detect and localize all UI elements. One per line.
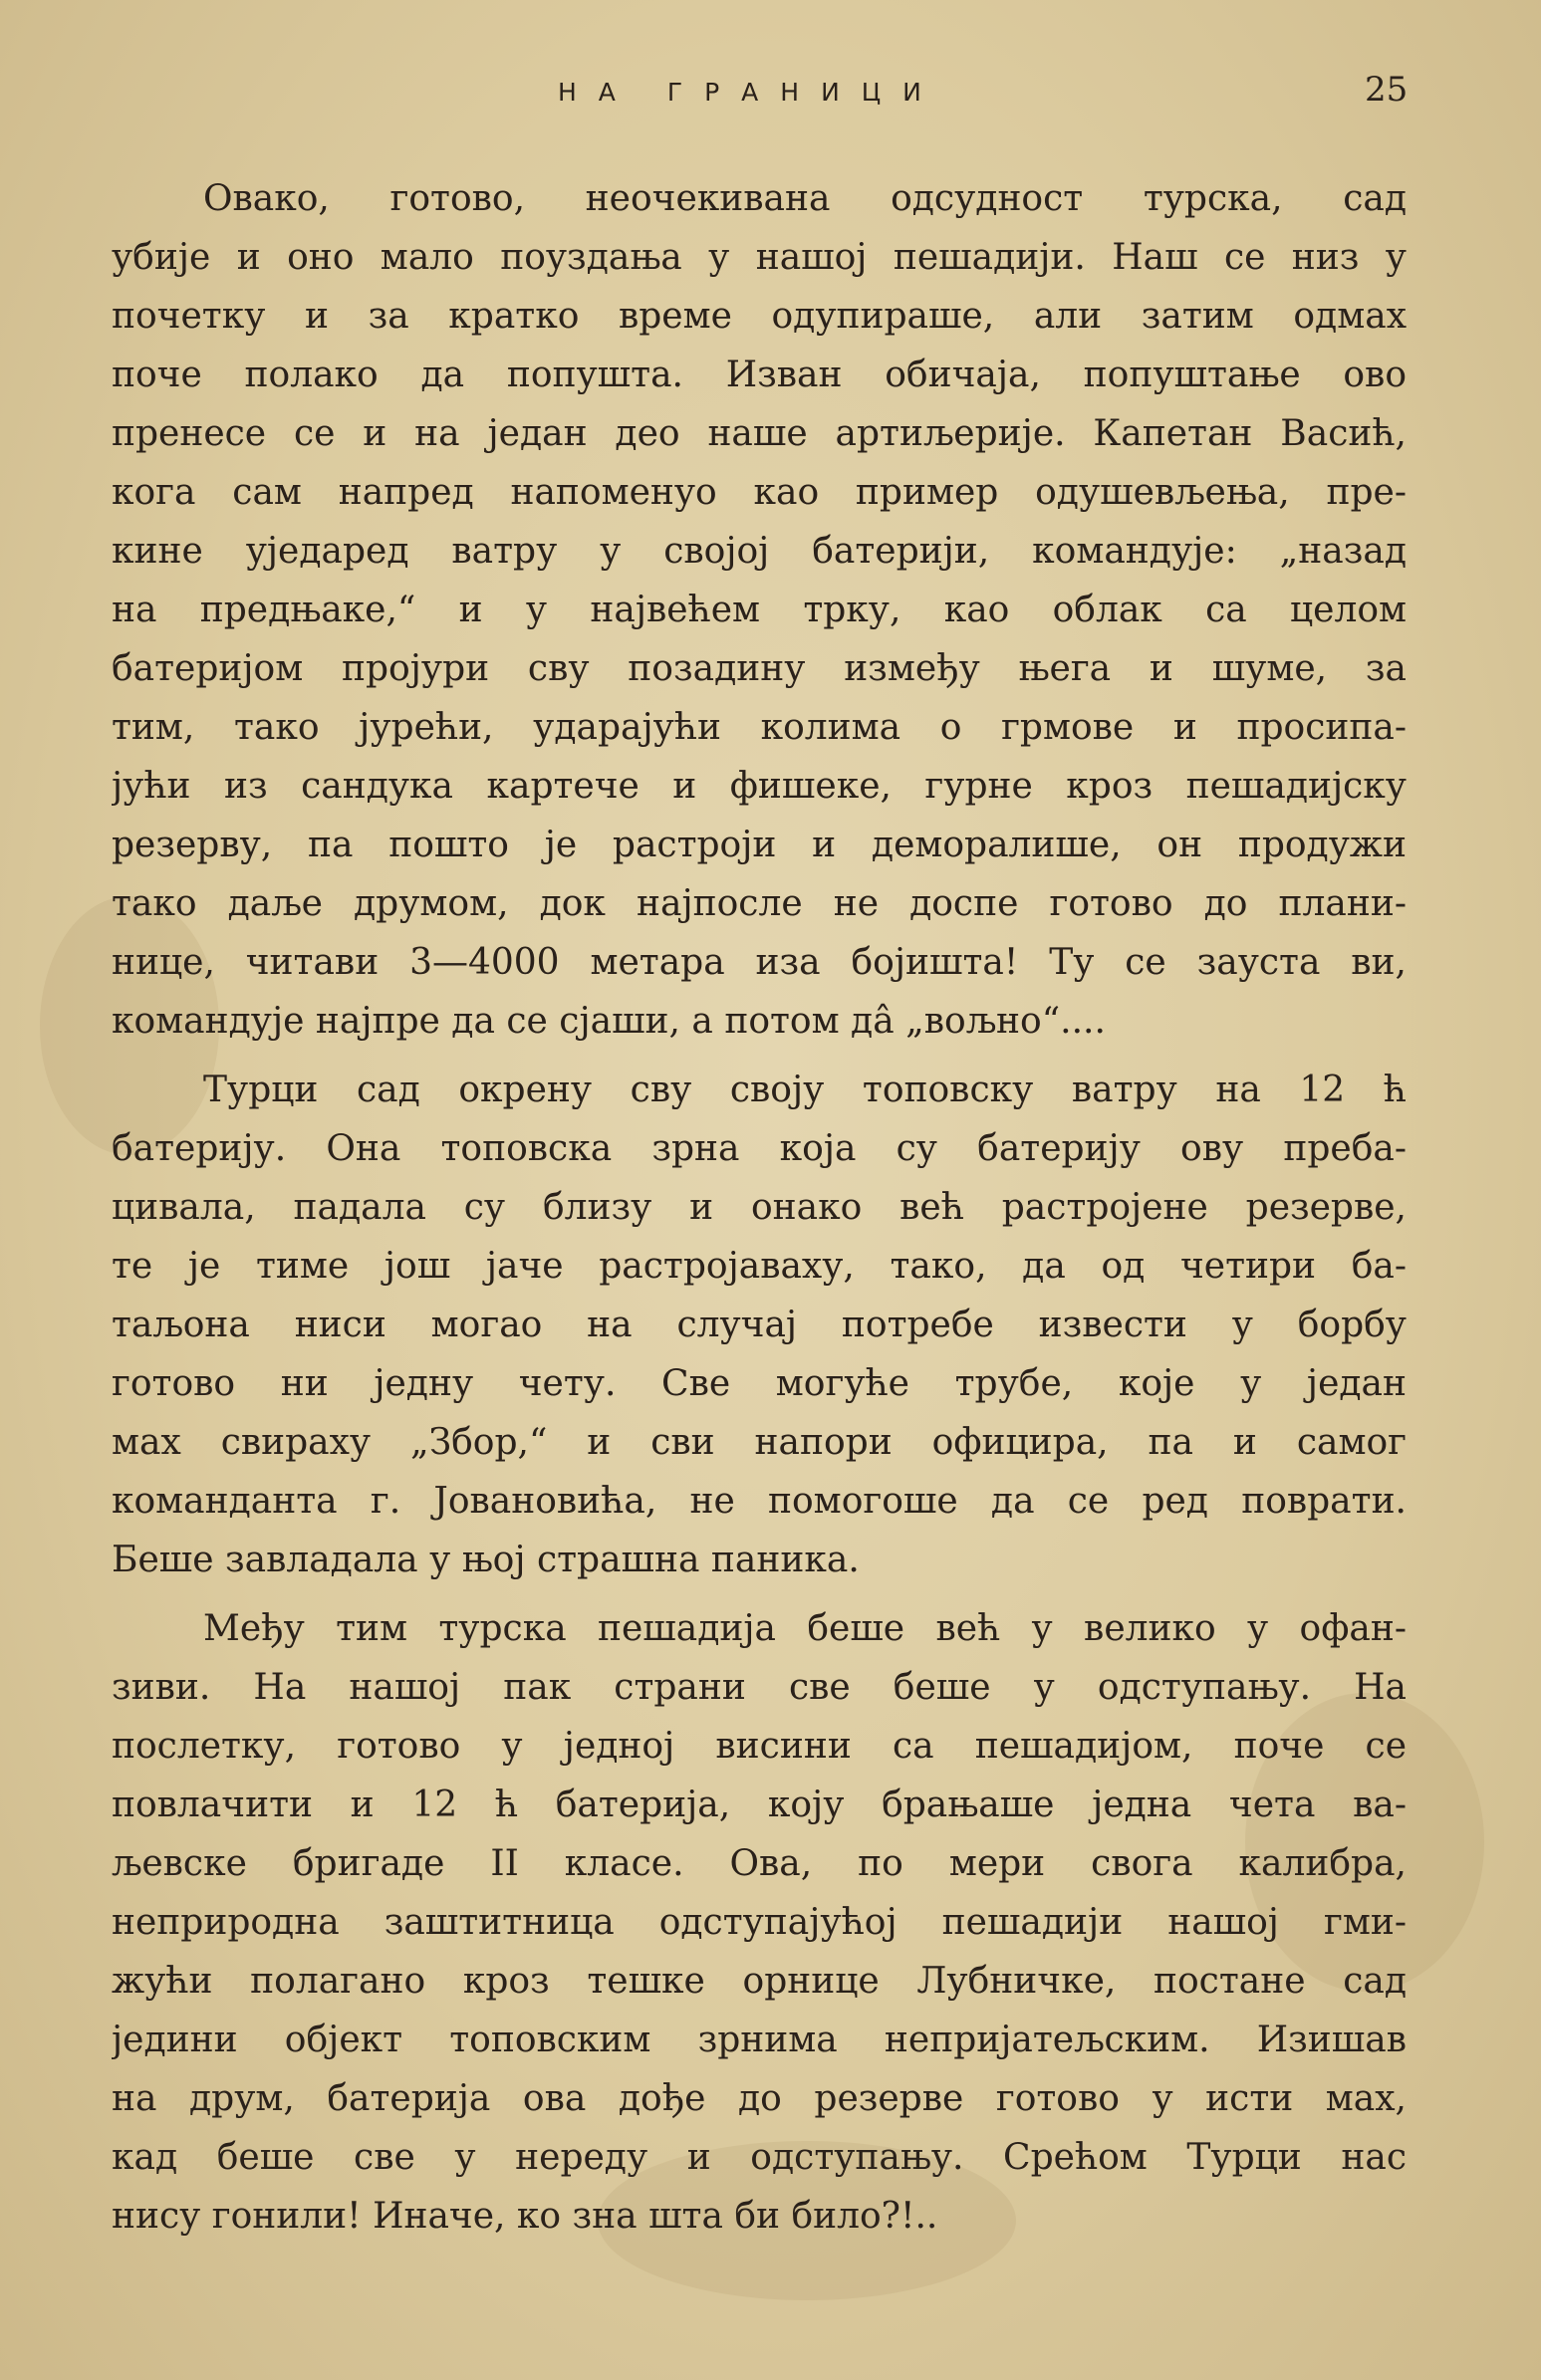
text-line: таљона ниси могао на случај потребе извести у борбу <box>112 1305 1407 1345</box>
body-text <box>112 169 1407 2246</box>
text-line: Овако, готово, неочекивана одсудност турска, сад <box>203 178 1407 219</box>
text-line: кад беше све у нереду и одступању. Срећом Турци нас <box>112 2137 1407 2178</box>
text-line: на друм, батерија ова дође до резерве готово у исти мах, <box>112 2078 1407 2119</box>
text-line: на предњаке,“ и у највећем трку, као облак са целом <box>112 590 1407 630</box>
text-line: цивала, падала су близу и онако већ растројене резерве, <box>112 1187 1407 1228</box>
text-line: Беше завладала у њој страшна паника. <box>112 1540 860 1580</box>
text-line: пренесе се и на један део наше артиљерије. Капетан Васић, <box>112 413 1407 454</box>
text-line: почетку и за кратко време одупираше, али затим одмах <box>112 296 1407 337</box>
text-line: повлачити и 12 ћ батерија, коју брањаше једна чета ва- <box>112 1785 1407 1825</box>
text-line: јући из сандука картече и фишеке, гурне кроз пешадијску <box>112 766 1407 807</box>
text-line: убије и оно мало поуздања у нашој пешадији. Наш се низ у <box>112 237 1407 278</box>
text-line: батеријом пројури сву позадину између њега и шуме, за <box>112 648 1407 689</box>
text-line: мах свираху „Збор,“ и сви напори официра, па и самог <box>112 1422 1407 1463</box>
text-line: нису гонили! Иначе, ко зна шта би било?!.. <box>112 2196 938 2237</box>
text-line: поче полако да попушта. Изван обичаја, попуштање ово <box>112 355 1407 395</box>
paragraph <box>112 1599 1407 2246</box>
paragraph <box>112 169 1407 1051</box>
text-line: једини објект топовским зрнима непријатељским. Изишав <box>112 2020 1407 2060</box>
page-header <box>0 70 1541 129</box>
text-line: командује најпре да се сјаши, а потом да̂ „вољно“.... <box>112 1001 1106 1042</box>
text-line: готово ни једну чету. Све могуће трубе, које у један <box>112 1363 1407 1404</box>
text-line: Међу тим турска пешадија беше већ у велико у офан- <box>203 1608 1407 1649</box>
text-line: тим, тако јурећи, ударајући колима о грмове и просипа- <box>112 707 1407 748</box>
text-line: кине уједаред ватру у својој батерији, командује: „назад <box>112 531 1407 572</box>
text-line: зиви. На нашој пак страни све беше у одступању. На <box>112 1667 1407 1708</box>
page-number: 25 <box>1365 70 1409 110</box>
text-line: команданта г. Јовановића, не помогоше да се ред поврати. <box>112 1481 1407 1522</box>
text-line: Турци сад окрену сву своју топовску ватру на 12 ћ <box>203 1070 1407 1110</box>
text-line: батерију. Она топовска зрна која су батерију ову преба- <box>112 1128 1407 1169</box>
text-line: кога сам напред напоменуо као пример одушевљења, пре- <box>112 472 1407 513</box>
text-line: неприродна заштитница одступајућој пешадији нашој гми- <box>112 1902 1407 1943</box>
text-line: послетку, готово у једној висини са пешадијом, поче се <box>112 1726 1407 1767</box>
text-line: љевске бригаде II класе. Ова, по мери свога калибра, <box>112 1843 1407 1884</box>
text-line: нице, читави 3—4000 метара иза бојишта! Ту се зауста ви, <box>112 942 1407 983</box>
text-line: те је тиме још јаче растројаваху, тако, да од четири ба- <box>112 1246 1407 1287</box>
text-line: тако даље друмом, док најпосле не доспе готово до плани- <box>112 883 1407 924</box>
running-title: НА ГРАНИЦИ <box>558 78 943 107</box>
text-line: жући полагано кроз тешке орнице Лубничке, постане сад <box>112 1961 1407 2002</box>
paragraph <box>112 1061 1407 1589</box>
text-line: резерву, па пошто је растроји и деморалише, он продужи <box>112 825 1407 865</box>
